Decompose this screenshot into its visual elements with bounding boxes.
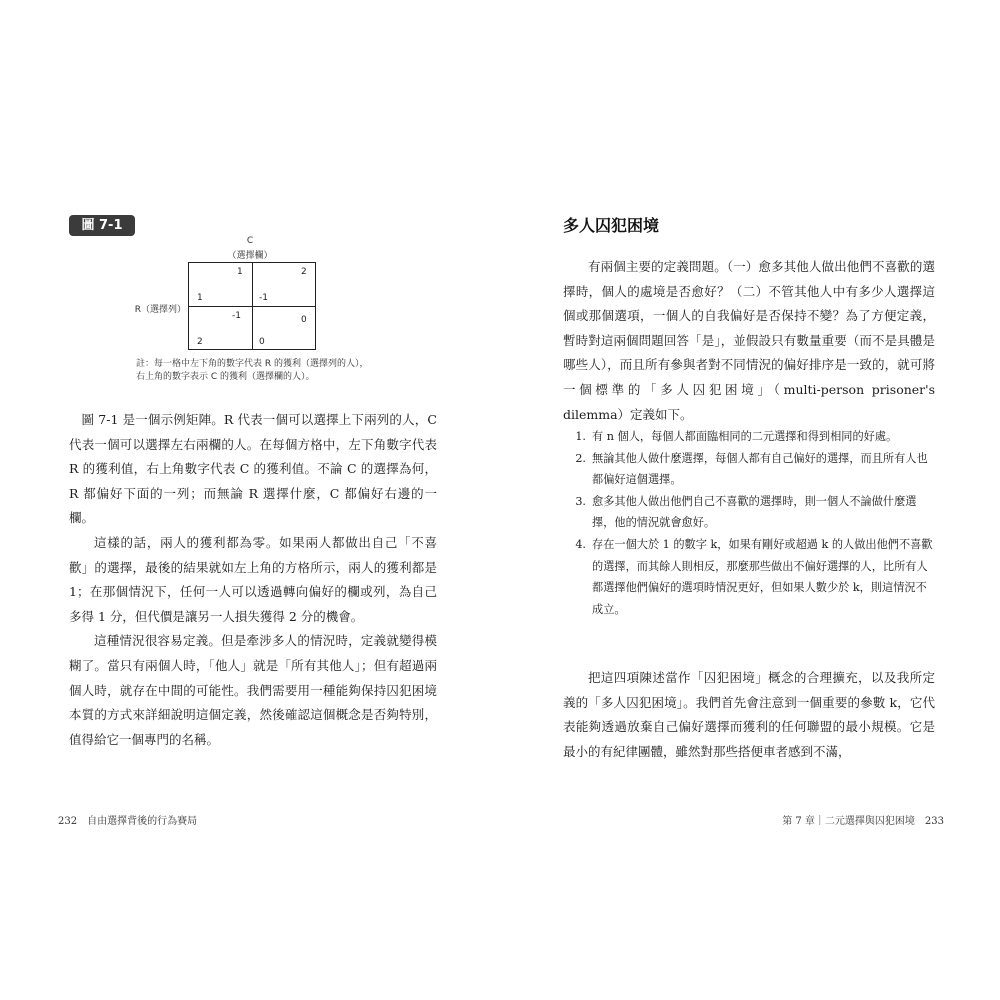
left-page-footer: 232 自由選擇背後的行為賽局: [58, 816, 198, 827]
cell-bl-upper: -1: [232, 311, 241, 321]
closing-text: [563, 666, 935, 764]
list-number: 2.: [575, 451, 586, 465]
matrix-column-player: C: [246, 236, 254, 246]
list-number: 4.: [575, 537, 586, 551]
list-item: [563, 448, 935, 491]
list-item: [563, 491, 935, 534]
paragraph: 把這四項陳述當作「囚犯困境」概念的合理擴充，以及我所定義的「多人囚犯困境」。我們首先會注意到一個重要的參數 k，它代表能夠透過放棄自己偏好選擇而獲利的任何聯盟的最小規模。它是最小的有紀律團體，雖然對那些搭便車者感到不滿，: [563, 670, 935, 759]
paragraph: 圖 7-1 是一個示例矩陣。R 代表一個可以選擇上下兩列的人，C 代表一個可以選擇左右兩欄的人。在每個方格中，左下角數字代表 R 的獲利值，右上角數字代表 C 的獲利值。不論 C 的選擇為何，R 都偏好下面的一列；而無論 R 選擇什麼，C 都偏好右邊的一欄。: [69, 412, 437, 526]
figure-label: 圖 7-1: [69, 215, 135, 236]
cell-br-lower: 0: [259, 337, 265, 347]
list-text: 無論其他人做什麼選擇，每個人都有自己偏好的選擇，而且所有人也都偏好這個選擇。: [592, 451, 928, 487]
left-body-text: [69, 408, 437, 752]
matrix-divider-horizontal: [189, 306, 315, 307]
cell-tr-lower: -1: [259, 293, 268, 303]
cell-br-upper: 0: [301, 315, 307, 325]
definition-list: [563, 426, 935, 620]
paragraph: 有兩個主要的定義問題。（一）愈多其他人做出他們不喜歡的選擇時，個人的處境是否愈好？（二）不管其他人中有多少人選擇這個或那個選項，一個人的自我偏好是否保持不變？為了方便定義，暫時對這兩個問題回答「是」，並假設只有數量重要（而不是具體是哪些人），而且所有參與者對不同情況的偏好排序是一致的，就可將一個標準的「多人囚犯困境」（multi-person prisoner's dilemma）定義如下。: [563, 259, 935, 422]
list-text: 有 n 個人，每個人都面臨相同的二元選擇和得到相同的好處。: [592, 430, 898, 443]
list-item: [563, 534, 935, 620]
list-text: 愈多其他人做出他們自己不喜歡的選擇時，則一個人不論做什麼選擇，他的情況就會愈好。: [592, 494, 917, 530]
payoff-matrix: [188, 262, 316, 350]
list-number: 3.: [575, 494, 586, 508]
intro-text: [563, 255, 935, 427]
list-text: 存在一個大於 1 的數字 k，如果有剛好或超過 k 的人做出他們不喜歡的選擇，而其餘人則相反，那麼那些做出不偏好選擇的人，比所有人都選擇他們偏好的選項時情況更好，但如果人數少於 k，則這情況不成立。: [592, 537, 933, 616]
section-title: 多人囚犯困境: [563, 216, 660, 235]
paragraph: 這樣的話，兩人的獲利都為零。如果兩人都做出自己「不喜歡」的選擇，最後的結果就如左上角的方格所示，兩人的獲利都是 1；在那個情況下，任何一人可以透過轉向偏好的欄或列，為自己多得 1 分，但代價是讓另一人損失獲得 2 分的機會。: [69, 534, 437, 624]
matrix-column-sublabel: （選擇欄）: [227, 251, 273, 261]
matrix-row-player: R（選擇列）: [134, 305, 186, 315]
cell-tl-lower: 1: [197, 293, 203, 303]
cell-tl-upper: 1: [237, 267, 243, 277]
figure-note-line-2: 右上角的數字表示 C 的獲利（選擇欄的人）。: [136, 372, 315, 382]
paragraph: 這種情況很容易定義。但是牽涉多人的情況時，定義就變得模糊了。當只有兩個人時，「他人」就是「所有其他人」；但有超過兩個人時，就存在中間的可能性。我們需要用一種能夠保持囚犯困境本質的方式來詳細說明這個定義，然後確認這個概念是否夠特別，值得給它一個專門的名稱。: [69, 633, 437, 747]
cell-bl-lower: 2: [197, 337, 203, 347]
figure-note-line-1: 註：每一格中左下角的數字代表 R 的獲利（選擇列的人），: [136, 359, 369, 369]
list-item: [563, 426, 935, 448]
right-page-footer: 第 7 章｜二元選擇與囚犯困境 233: [782, 816, 944, 827]
cell-tr-upper: 2: [301, 267, 307, 277]
list-number: 1.: [575, 430, 586, 443]
